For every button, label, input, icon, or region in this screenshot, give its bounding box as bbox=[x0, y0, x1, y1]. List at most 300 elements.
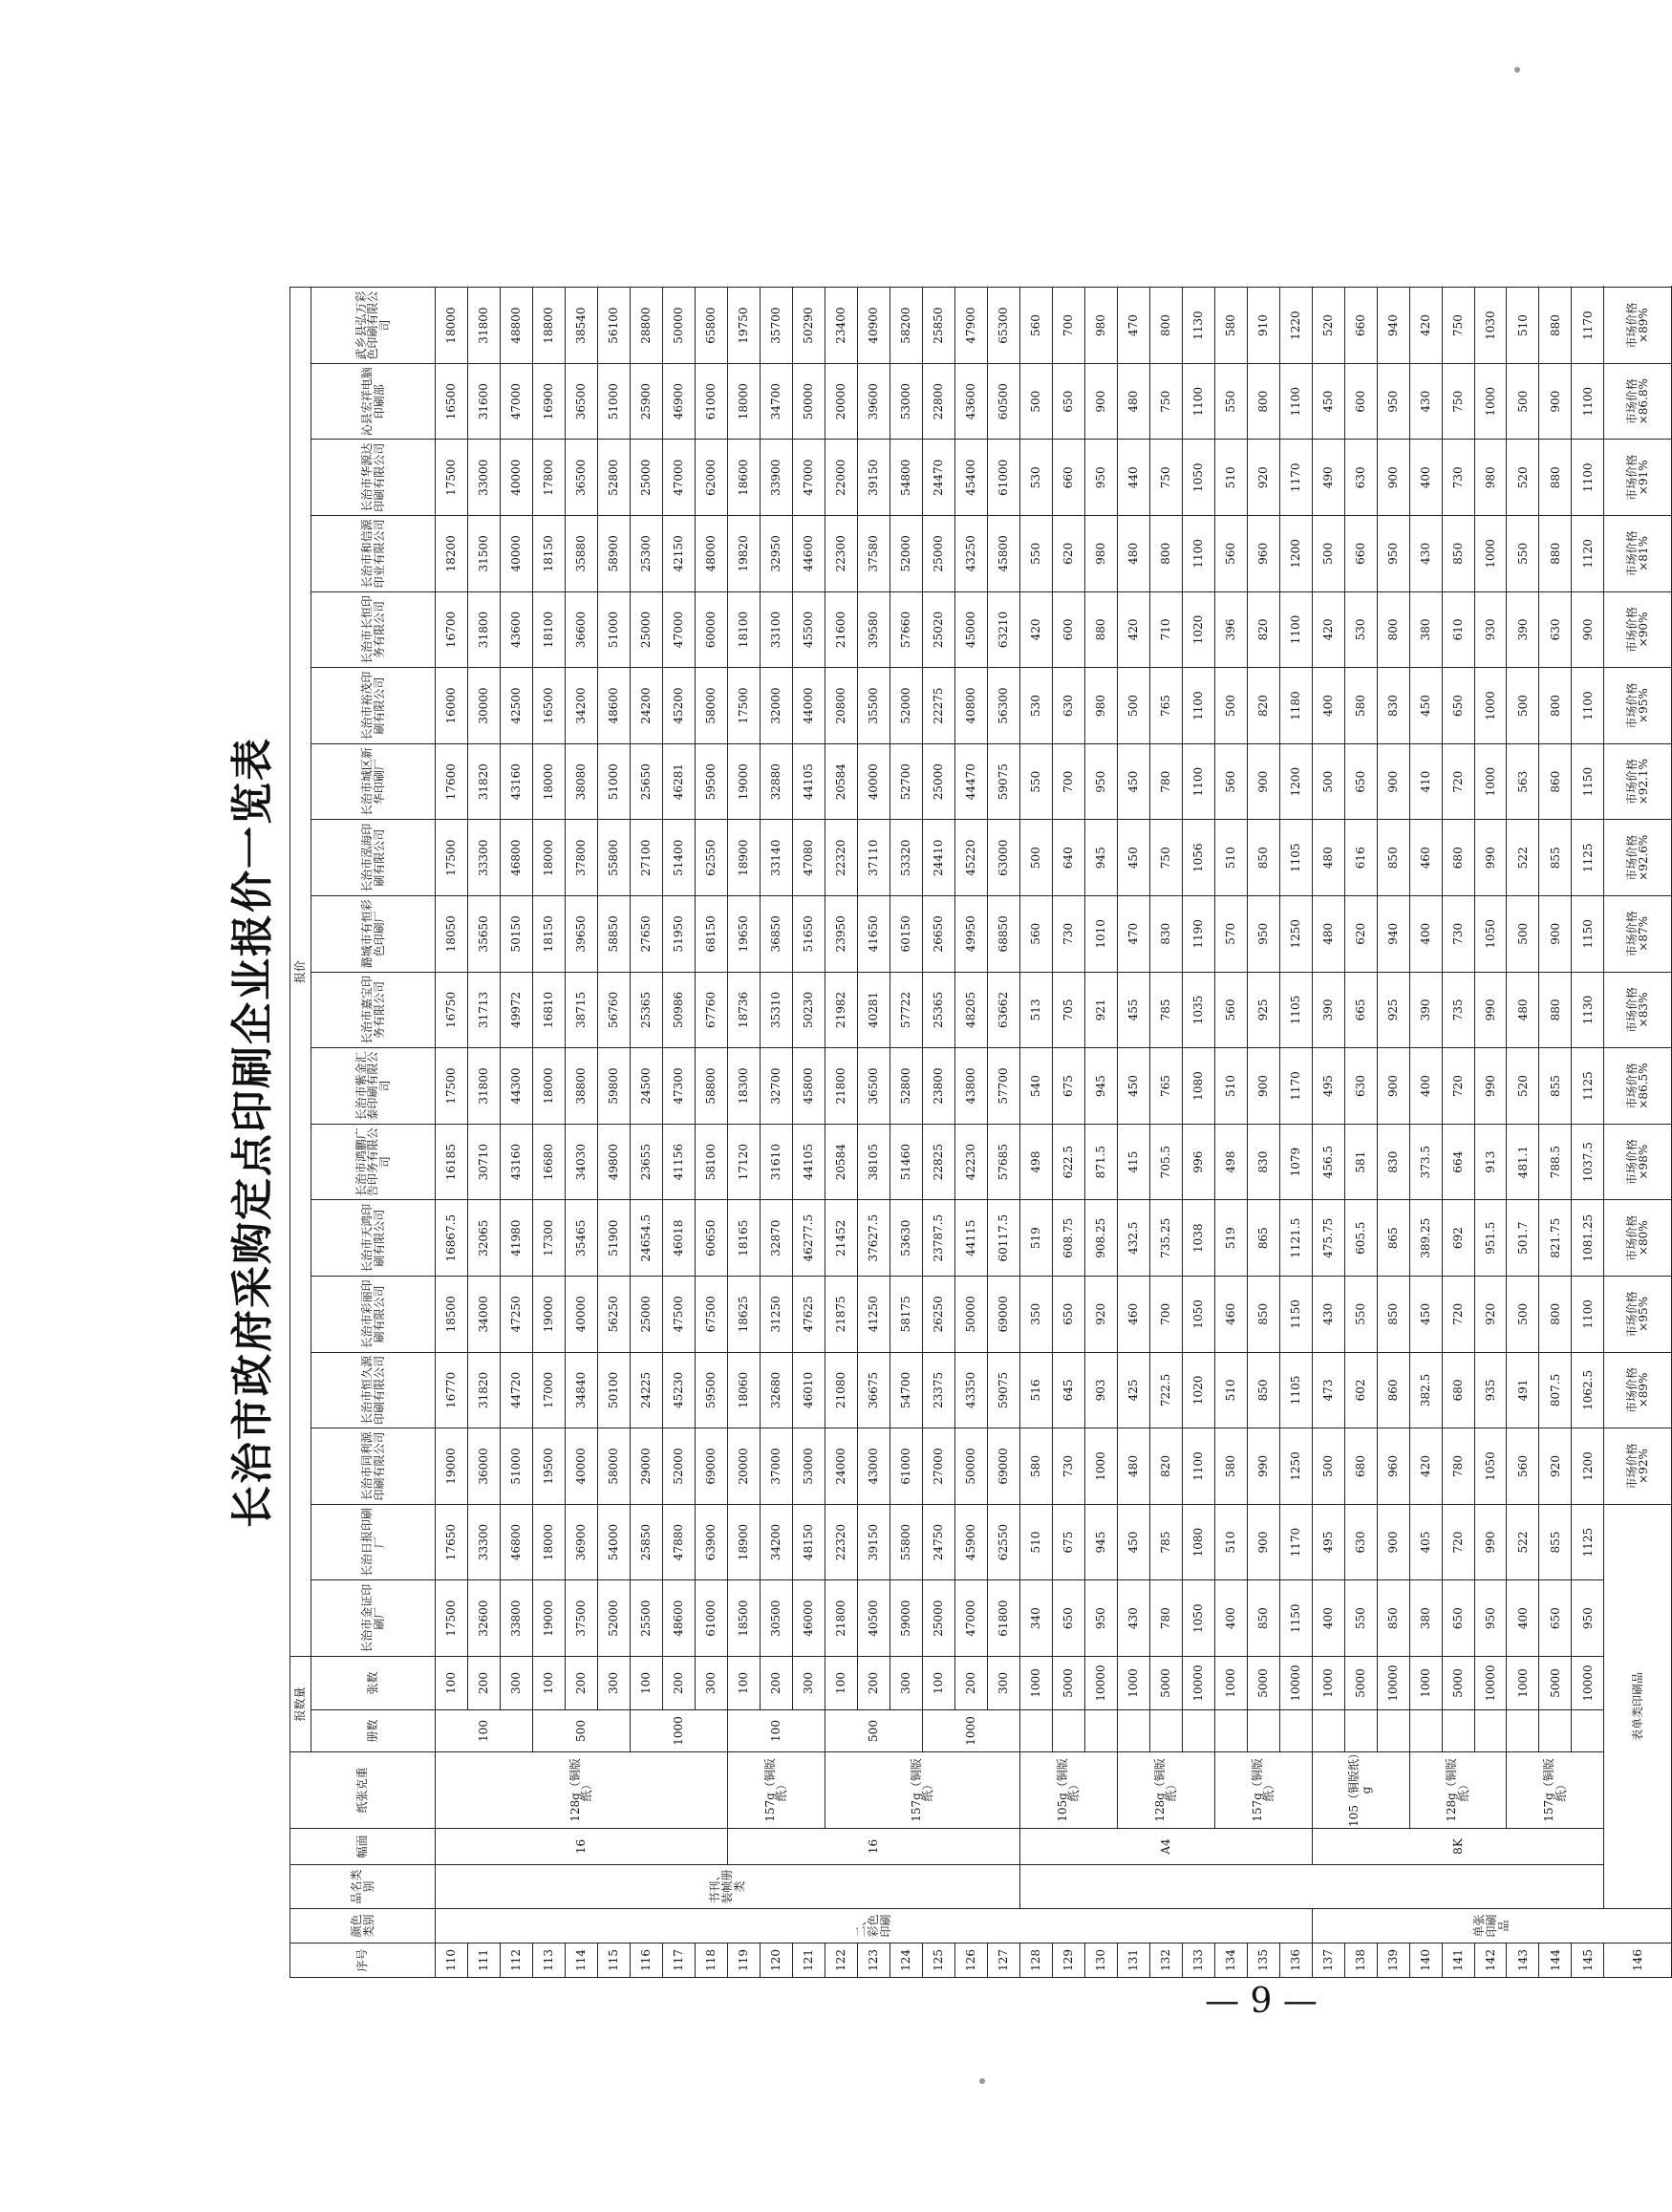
copies-cell bbox=[1247, 1710, 1279, 1752]
row-seq: 127 bbox=[987, 1944, 1019, 1978]
price-cell: 1190 bbox=[1182, 896, 1214, 973]
price-cell: 1000 bbox=[1474, 668, 1507, 744]
price-cell: 903 bbox=[1084, 1352, 1117, 1428]
price-cell: 1220 bbox=[1279, 288, 1312, 364]
price-cell: 38080 bbox=[565, 743, 597, 820]
price-cell: 950 bbox=[1377, 516, 1409, 592]
price-cell: 16700 bbox=[436, 591, 468, 668]
price-cell: 25000 bbox=[630, 1277, 662, 1353]
sheets-cell: 10000 bbox=[1474, 1656, 1507, 1709]
price-cell: 67500 bbox=[695, 1277, 727, 1353]
price-cell: 821.75 bbox=[1539, 1200, 1572, 1277]
price-cell: 43160 bbox=[500, 1124, 532, 1200]
price-cell: 16900 bbox=[532, 363, 565, 440]
price-cell: 22320 bbox=[825, 1504, 857, 1580]
price-cell: 21800 bbox=[825, 1048, 857, 1125]
price-cell: 692 bbox=[1442, 1200, 1474, 1277]
sheets-cell: 5000 bbox=[1344, 1656, 1377, 1709]
price-cell: 30710 bbox=[467, 1124, 500, 1200]
price-cell: 650 bbox=[1442, 668, 1474, 744]
price-cell: 27000 bbox=[922, 1428, 954, 1505]
price-cell: 660 bbox=[1344, 516, 1377, 592]
price-cell: 630 bbox=[1052, 668, 1084, 744]
price-cell: 52000 bbox=[890, 668, 922, 744]
price-cell: 40281 bbox=[857, 972, 890, 1048]
price-cell: 830 bbox=[1377, 668, 1409, 744]
price-cell: 18060 bbox=[727, 1352, 760, 1428]
copies-cell bbox=[1279, 1710, 1312, 1752]
price-cell: 17650 bbox=[436, 1504, 468, 1580]
price-cell: 59500 bbox=[695, 743, 727, 820]
price-cell: 520 bbox=[1312, 288, 1344, 364]
price-cell: 730 bbox=[1052, 896, 1084, 973]
sheets-cell: 300 bbox=[695, 1656, 727, 1709]
price-cell: 18600 bbox=[727, 440, 760, 516]
price-cell: 45230 bbox=[662, 1352, 695, 1428]
price-cell: 1130 bbox=[1182, 288, 1214, 364]
price-cell: 520 bbox=[1507, 1048, 1539, 1125]
price-cell: 900 bbox=[1247, 1504, 1279, 1580]
price-cell: 18300 bbox=[727, 1048, 760, 1125]
price-cell: 19000 bbox=[532, 1277, 565, 1353]
price-cell: 30500 bbox=[760, 1580, 792, 1657]
price-cell: 21452 bbox=[825, 1200, 857, 1277]
price-cell: 382.5 bbox=[1409, 1352, 1442, 1428]
format-cell: 16 bbox=[436, 1829, 728, 1865]
price-cell: 616 bbox=[1344, 820, 1377, 896]
price-cell: 47000 bbox=[954, 1580, 987, 1657]
price-cell: 44115 bbox=[954, 1200, 987, 1277]
price-cell: 22320 bbox=[825, 820, 857, 896]
price-cell: 735 bbox=[1442, 972, 1474, 1048]
paper-cell: 157g（铜版纸） bbox=[825, 1752, 1019, 1829]
paper-cell: 128g（铜版纸） bbox=[436, 1752, 728, 1829]
price-cell: 51950 bbox=[662, 896, 695, 973]
price-cell: 550 bbox=[1507, 516, 1539, 592]
price-cell: 56100 bbox=[597, 288, 630, 364]
price-cell: 52800 bbox=[890, 1048, 922, 1125]
price-cell: 880 bbox=[1539, 288, 1572, 364]
price-cell: 23950 bbox=[825, 896, 857, 973]
price-cell: 61000 bbox=[695, 1580, 727, 1657]
table-row bbox=[1442, 288, 1474, 1978]
price-cell: 860 bbox=[1539, 743, 1572, 820]
row-seq: 136 bbox=[1279, 1944, 1312, 1978]
price-cell: 33000 bbox=[467, 440, 500, 516]
price-cell: 52700 bbox=[890, 743, 922, 820]
price-cell: 16810 bbox=[532, 972, 565, 1048]
price-cell: 21080 bbox=[825, 1352, 857, 1428]
price-cell: 1050 bbox=[1474, 896, 1507, 973]
price-cell: 680 bbox=[1442, 1352, 1474, 1428]
price-cell: 47000 bbox=[500, 363, 532, 440]
price-cell: 22000 bbox=[825, 440, 857, 516]
price-cell: 500 bbox=[1312, 516, 1344, 592]
price-cell: 830 bbox=[1377, 1124, 1409, 1200]
header-company: 长治市华源达印刷有限公司 bbox=[311, 440, 436, 516]
sheets-cell: 200 bbox=[565, 1656, 597, 1709]
price-cell: 660 bbox=[1344, 288, 1377, 364]
price-cell: 46800 bbox=[500, 1504, 532, 1580]
price-cell: 59075 bbox=[987, 1352, 1019, 1428]
row-seq: 130 bbox=[1084, 1944, 1117, 1978]
price-cell: 市场价格×98% bbox=[1604, 1124, 1672, 1200]
price-cell: 780 bbox=[1442, 1428, 1474, 1505]
price-cell: 880 bbox=[1539, 516, 1572, 592]
header-company: 长治市和信源印业有限公司 bbox=[311, 516, 436, 592]
price-cell: 26250 bbox=[922, 1277, 954, 1353]
price-cell: 720 bbox=[1442, 1277, 1474, 1353]
format-cell: 16 bbox=[727, 1829, 1019, 1865]
price-cell: 450 bbox=[1117, 1048, 1149, 1125]
price-cell: 36500 bbox=[565, 440, 597, 516]
row-seq: 120 bbox=[760, 1944, 792, 1978]
sheets-cell: 100 bbox=[630, 1656, 662, 1709]
price-cell: 25000 bbox=[922, 1580, 954, 1657]
price-cell: 45200 bbox=[662, 668, 695, 744]
price-cell: 17500 bbox=[436, 820, 468, 896]
price-cell: 40000 bbox=[857, 743, 890, 820]
price-cell: 880 bbox=[1539, 972, 1572, 1048]
price-cell: 500 bbox=[1312, 1428, 1344, 1505]
table-row bbox=[1149, 288, 1182, 1978]
price-cell: 53000 bbox=[792, 1428, 825, 1505]
price-cell: 25500 bbox=[630, 1580, 662, 1657]
price-cell: 700 bbox=[1052, 743, 1084, 820]
price-cell: 1125 bbox=[1572, 1504, 1604, 1580]
price-cell: 23800 bbox=[922, 1048, 954, 1125]
price-cell: 650 bbox=[1442, 1580, 1474, 1657]
price-cell: 1170 bbox=[1279, 440, 1312, 516]
price-cell: 48600 bbox=[597, 668, 630, 744]
price-cell: 605.5 bbox=[1344, 1200, 1377, 1277]
price-cell: 820 bbox=[1247, 668, 1279, 744]
copies-cell bbox=[1572, 1710, 1604, 1752]
price-cell: 69000 bbox=[987, 1277, 1019, 1353]
price-cell: 39580 bbox=[857, 591, 890, 668]
price-cell: 16750 bbox=[436, 972, 468, 1048]
price-cell: 510 bbox=[1214, 1048, 1247, 1125]
price-cell: 市场价格×92% bbox=[1604, 1428, 1672, 1505]
price-cell: 18000 bbox=[727, 363, 760, 440]
price-cell: 52000 bbox=[597, 1580, 630, 1657]
sheets-cell: 200 bbox=[467, 1656, 500, 1709]
price-cell: 16680 bbox=[532, 1124, 565, 1200]
price-cell: 26650 bbox=[922, 896, 954, 973]
price-cell: 1080 bbox=[1182, 1048, 1214, 1125]
price-cell: 68150 bbox=[695, 896, 727, 973]
price-cell: 25020 bbox=[922, 591, 954, 668]
price-cell: 43600 bbox=[954, 363, 987, 440]
copies-cell: 1000 bbox=[630, 1710, 727, 1752]
price-cell: 450 bbox=[1117, 1504, 1149, 1580]
price-cell: 40000 bbox=[500, 516, 532, 592]
price-cell: 51460 bbox=[890, 1124, 922, 1200]
price-cell: 560 bbox=[1019, 288, 1052, 364]
price-cell: 1056 bbox=[1182, 820, 1214, 896]
price-cell: 33300 bbox=[467, 1504, 500, 1580]
price-cell: 17000 bbox=[532, 1352, 565, 1428]
price-cell: 480 bbox=[1312, 896, 1344, 973]
price-cell: 21875 bbox=[825, 1277, 857, 1353]
price-cell: 580 bbox=[1214, 1428, 1247, 1505]
price-cell: 622.5 bbox=[1052, 1124, 1084, 1200]
price-cell: 18900 bbox=[727, 1504, 760, 1580]
price-cell: 27100 bbox=[630, 820, 662, 896]
price-cell: 700 bbox=[1149, 1277, 1182, 1353]
price-cell: 455 bbox=[1117, 972, 1149, 1048]
price-cell: 420 bbox=[1019, 591, 1052, 668]
price-cell: 530 bbox=[1019, 440, 1052, 516]
sheets-cell: 5000 bbox=[1539, 1656, 1572, 1709]
price-cell: 396 bbox=[1214, 591, 1247, 668]
price-cell: 1000 bbox=[1084, 1428, 1117, 1505]
price-cell: 519 bbox=[1214, 1200, 1247, 1277]
copies-cell bbox=[1117, 1710, 1149, 1752]
price-cell: 50290 bbox=[792, 288, 825, 364]
copies-cell: 100 bbox=[727, 1710, 825, 1752]
price-cell: 25850 bbox=[922, 288, 954, 364]
price-cell: 480 bbox=[1117, 516, 1149, 592]
header-company: 长治市彩丽印刷有限公司 bbox=[311, 1277, 436, 1353]
price-cell: 25000 bbox=[630, 591, 662, 668]
price-cell: 400 bbox=[1312, 1580, 1344, 1657]
price-cell: 580 bbox=[1214, 288, 1247, 364]
price-cell: 980 bbox=[1084, 668, 1117, 744]
price-cell: 18165 bbox=[727, 1200, 760, 1277]
price-cell: 400 bbox=[1409, 440, 1442, 516]
price-cell: 871.5 bbox=[1084, 1124, 1117, 1200]
price-cell: 788.5 bbox=[1539, 1124, 1572, 1200]
header-company: 长治日报印刷厂 bbox=[311, 1504, 436, 1580]
price-cell: 475.75 bbox=[1312, 1200, 1344, 1277]
price-cell: 19650 bbox=[727, 896, 760, 973]
price-cell: 46800 bbox=[500, 820, 532, 896]
price-cell: 58175 bbox=[890, 1277, 922, 1353]
price-cell: 865 bbox=[1377, 1200, 1409, 1277]
sheets-cell: 1000 bbox=[1019, 1656, 1052, 1709]
price-cell: 市场价格×92.1% bbox=[1604, 743, 1672, 820]
price-cell: 1125 bbox=[1572, 1048, 1604, 1125]
price-cell: 51000 bbox=[597, 591, 630, 668]
price-cell: 1130 bbox=[1572, 972, 1604, 1048]
table-row bbox=[1409, 288, 1442, 1978]
price-cell: 908.25 bbox=[1084, 1200, 1117, 1277]
price-cell: 61000 bbox=[695, 363, 727, 440]
price-cell: 25000 bbox=[630, 440, 662, 516]
header-company: 长治市紫金汇泰印刷有限公司 bbox=[311, 1048, 436, 1125]
price-cell: 57685 bbox=[987, 1124, 1019, 1200]
price-cell: 850 bbox=[1442, 516, 1474, 592]
price-cell: 430 bbox=[1409, 363, 1442, 440]
price-cell: 29000 bbox=[630, 1428, 662, 1505]
price-cell: 563 bbox=[1507, 743, 1539, 820]
price-cell: 17500 bbox=[727, 668, 760, 744]
price-cell: 420 bbox=[1117, 591, 1149, 668]
price-cell: 950 bbox=[1084, 440, 1117, 516]
price-cell: 990 bbox=[1474, 972, 1507, 1048]
price-cell: 785 bbox=[1149, 1504, 1182, 1580]
price-cell: 16185 bbox=[436, 1124, 468, 1200]
price-cell: 25650 bbox=[630, 743, 662, 820]
copies-cell bbox=[1344, 1710, 1377, 1752]
price-cell: 18900 bbox=[727, 820, 760, 896]
price-cell: 16770 bbox=[436, 1352, 468, 1428]
sheets-cell: 10000 bbox=[1572, 1656, 1604, 1709]
price-cell: 25850 bbox=[630, 1504, 662, 1580]
price-cell: 43000 bbox=[857, 1428, 890, 1505]
price-cell: 850 bbox=[1377, 1277, 1409, 1353]
price-cell: 市场价格×86.5% bbox=[1604, 1048, 1672, 1125]
price-cell: 40000 bbox=[500, 440, 532, 516]
price-cell: 940 bbox=[1377, 288, 1409, 364]
row-seq: 135 bbox=[1247, 1944, 1279, 1978]
copies-cell bbox=[1052, 1710, 1084, 1752]
price-cell: 市场价格×91% bbox=[1604, 440, 1672, 516]
price-cell: 420 bbox=[1312, 591, 1344, 668]
row-seq: 138 bbox=[1344, 1944, 1377, 1978]
price-cell: 550 bbox=[1019, 743, 1052, 820]
row-seq: 116 bbox=[630, 1944, 662, 1978]
price-cell: 25365 bbox=[922, 972, 954, 1048]
price-cell: 63662 bbox=[987, 972, 1019, 1048]
price-cell: 35310 bbox=[760, 972, 792, 1048]
price-cell: 730 bbox=[1442, 440, 1474, 516]
row-seq: 123 bbox=[857, 1944, 890, 1978]
price-cell: 1170 bbox=[1279, 1048, 1312, 1125]
price-cell: 市场价格×86.8% bbox=[1604, 363, 1672, 440]
price-cell: 36500 bbox=[565, 363, 597, 440]
price-cell: 18625 bbox=[727, 1277, 760, 1353]
price-cell: 33300 bbox=[467, 820, 500, 896]
price-cell: 460 bbox=[1409, 820, 1442, 896]
price-cell: 21800 bbox=[825, 1580, 857, 1657]
price-cell: 36675 bbox=[857, 1352, 890, 1428]
price-cell: 519 bbox=[1019, 1200, 1052, 1277]
price-cell: 37800 bbox=[565, 820, 597, 896]
price-cell: 54700 bbox=[890, 1352, 922, 1428]
row-seq: 117 bbox=[662, 1944, 695, 1978]
price-cell: 450 bbox=[1409, 1277, 1442, 1353]
table-row bbox=[1117, 288, 1149, 1978]
price-cell: 1105 bbox=[1279, 1352, 1312, 1428]
row-seq: 110 bbox=[436, 1944, 468, 1978]
sheets-cell: 10000 bbox=[1182, 1656, 1214, 1709]
price-cell: 850 bbox=[1377, 820, 1409, 896]
page-number: — 9 — bbox=[1205, 1982, 1318, 2021]
price-cell: 400 bbox=[1214, 1580, 1247, 1657]
price-cell: 780 bbox=[1149, 1580, 1182, 1657]
price-cell: 900 bbox=[1572, 591, 1604, 668]
table-row bbox=[922, 288, 954, 1978]
price-cell: 420 bbox=[1409, 288, 1442, 364]
price-cell: 650 bbox=[1052, 363, 1084, 440]
price-cell: 980 bbox=[1474, 440, 1507, 516]
price-cell: 17800 bbox=[532, 440, 565, 516]
row-seq: 132 bbox=[1149, 1944, 1182, 1978]
price-cell: 25000 bbox=[922, 743, 954, 820]
price-cell: 17600 bbox=[436, 743, 468, 820]
price-cell: 18500 bbox=[727, 1580, 760, 1657]
price-cell: 17500 bbox=[436, 1048, 468, 1125]
price-cell: 491 bbox=[1507, 1352, 1539, 1428]
price-cell: 1050 bbox=[1474, 1428, 1507, 1505]
paper-cell: 157g（铜版纸） bbox=[727, 1752, 825, 1829]
table-row bbox=[1377, 288, 1409, 1978]
price-cell: 51400 bbox=[662, 820, 695, 896]
price-cell: 950 bbox=[1084, 1580, 1117, 1657]
color-type-cell: 单张印刷品 bbox=[1312, 1909, 1671, 1944]
price-cell: 996 bbox=[1182, 1124, 1214, 1200]
row-seq: 134 bbox=[1214, 1944, 1247, 1978]
price-cell: 市场价格×83% bbox=[1604, 972, 1672, 1048]
row-seq: 144 bbox=[1539, 1944, 1572, 1978]
price-cell: 24410 bbox=[922, 820, 954, 896]
price-cell: 440 bbox=[1117, 440, 1149, 516]
row-seq: 112 bbox=[500, 1944, 532, 1978]
price-cell: 860 bbox=[1377, 1352, 1409, 1428]
price-cell: 21982 bbox=[825, 972, 857, 1048]
price-cell: 450 bbox=[1409, 668, 1442, 744]
price-cell: 32700 bbox=[760, 1048, 792, 1125]
price-cell: 41250 bbox=[857, 1277, 890, 1353]
price-cell: 54800 bbox=[890, 440, 922, 516]
price-cell: 880 bbox=[1539, 440, 1572, 516]
price-cell: 520 bbox=[1507, 440, 1539, 516]
scan-speck bbox=[1514, 67, 1520, 73]
price-cell: 32950 bbox=[760, 516, 792, 592]
price-cell: 45800 bbox=[987, 516, 1019, 592]
color-type-cell: 表单类印刷品 bbox=[1604, 1504, 1672, 1908]
price-cell: 470 bbox=[1117, 288, 1149, 364]
table-row bbox=[1474, 288, 1507, 1978]
price-cell: 400 bbox=[1312, 668, 1344, 744]
sheets-cell: 5000 bbox=[1247, 1656, 1279, 1709]
price-cell: 44105 bbox=[792, 1124, 825, 1200]
price-cell: 570 bbox=[1214, 896, 1247, 973]
price-cell: 750 bbox=[1149, 363, 1182, 440]
copies-cell bbox=[1214, 1710, 1247, 1752]
price-cell: 522 bbox=[1507, 820, 1539, 896]
price-cell: 18100 bbox=[532, 591, 565, 668]
price-cell: 1121.5 bbox=[1279, 1200, 1312, 1277]
price-cell: 1125 bbox=[1572, 820, 1604, 896]
price-cell: 51650 bbox=[792, 896, 825, 973]
price-cell: 22275 bbox=[922, 668, 954, 744]
price-cell: 60150 bbox=[890, 896, 922, 973]
price-cell: 61000 bbox=[987, 440, 1019, 516]
sheets-cell: 10000 bbox=[1377, 1656, 1409, 1709]
price-cell: 32065 bbox=[467, 1200, 500, 1277]
price-cell: 18200 bbox=[436, 516, 468, 592]
price-cell: 1100 bbox=[1572, 363, 1604, 440]
price-cell: 39650 bbox=[565, 896, 597, 973]
price-cell: 405 bbox=[1409, 1504, 1442, 1580]
price-cell: 60000 bbox=[695, 591, 727, 668]
table-row bbox=[727, 288, 760, 1978]
price-cell: 470 bbox=[1117, 896, 1149, 973]
price-cell: 1000 bbox=[1474, 516, 1507, 592]
header-color-type: 颜色类别 bbox=[290, 1909, 436, 1944]
price-cell: 33100 bbox=[760, 591, 792, 668]
price-cell: 350 bbox=[1019, 1277, 1052, 1353]
price-cell: 675 bbox=[1052, 1504, 1084, 1580]
price-cell: 63000 bbox=[987, 820, 1019, 896]
price-cell: 500 bbox=[1312, 743, 1344, 820]
price-cell: 40000 bbox=[565, 1277, 597, 1353]
row-seq: 126 bbox=[954, 1944, 987, 1978]
price-cell: 18000 bbox=[436, 288, 468, 364]
